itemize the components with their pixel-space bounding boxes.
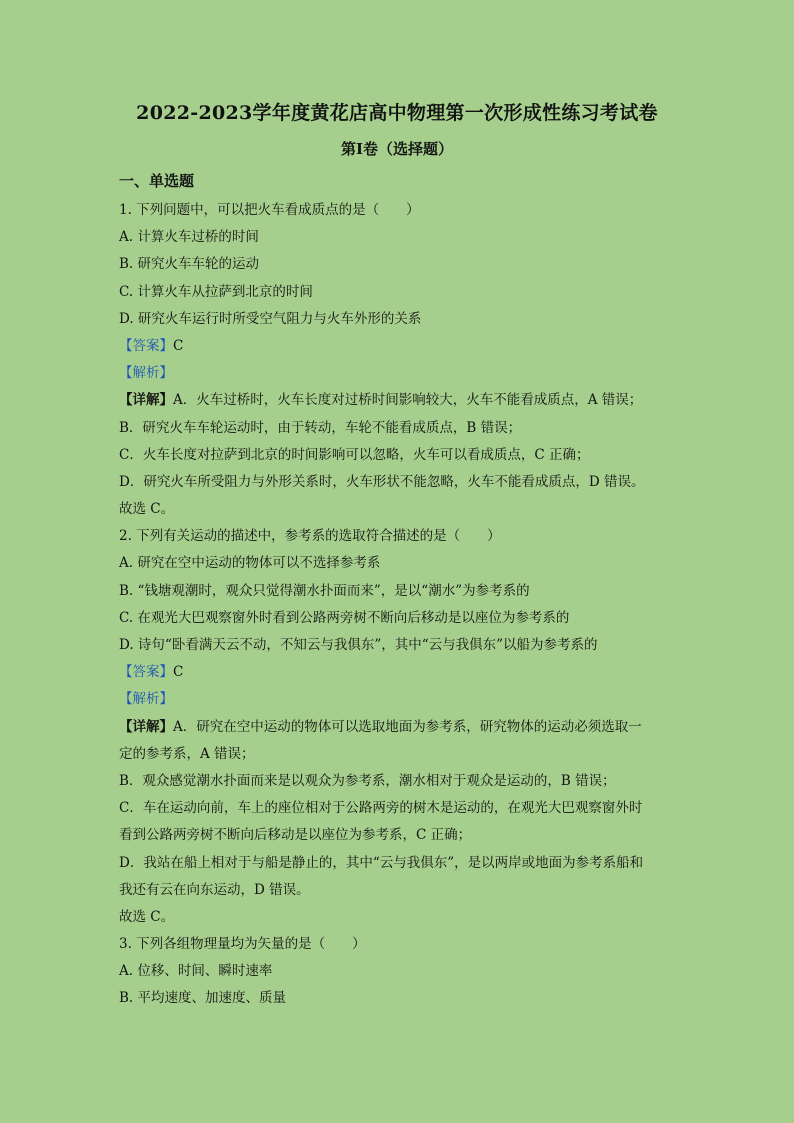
questions-body xyxy=(119,197,679,1013)
volume-subtitle: 第I卷（选择题） xyxy=(340,140,454,158)
question-1-detail-line xyxy=(119,387,679,414)
question-1-detail-line: D．研究火车所受阻力与外形关系时，火车形状不能忽略，火车不能看成质点，D 错误。 xyxy=(119,473,645,490)
answer-value: C xyxy=(173,337,184,354)
question-2-detail-line: 我还有云在向东运动，D 错误。 xyxy=(119,881,310,898)
question-2-answer xyxy=(119,659,679,686)
question-2-stem: 2. 下列有关运动的描述中，参考系的选取符合描述的是（ ） xyxy=(119,528,501,545)
question-1-option-d: D. 研究火车运行时所受空气阻力与火车外形的关系 xyxy=(119,310,422,327)
question-1-detail-line: B．研究火车车轮运动时，由于转动，车轮不能看成质点，B 错误； xyxy=(119,419,522,436)
question-2-detail-line: C．车在运动向前，车上的座位相对于公路两旁的树木是运动的，在观光大巴观察窗外时 xyxy=(119,800,643,817)
detail-text: A．火车过桥时，火车长度对过桥时间影响较大，火车不能看成质点，A 错误； xyxy=(173,392,643,409)
question-2-detail-line: B．观众感觉潮水扑面而来是以观众为参考系，潮水相对于观众是运动的，B 错误； xyxy=(119,772,616,789)
answer-value: C xyxy=(173,664,184,681)
question-2-option-b: B. “钱塘观潮时，观众只觉得潮水扑面而来”，是以“潮水”为参考系的 xyxy=(119,582,530,599)
answer-tag: 【答案】 xyxy=(119,337,173,354)
document-title: 2022-2023学年度黄花店高中物理第一次形成性练习考试卷 xyxy=(136,102,658,124)
section-heading: 一、单选题 xyxy=(119,172,195,190)
question-2-conclusion: 故选 C。 xyxy=(119,908,175,925)
question-2-detail-line: 定的参考系，A 错误； xyxy=(119,745,255,762)
detail-tag: 【详解】 xyxy=(119,718,173,735)
answer-tag: 【答案】 xyxy=(119,664,173,681)
question-3-option-b: B. 平均速度、加速度、质量 xyxy=(119,990,287,1007)
question-3-stem: 3. 下列各组物理量均为矢量的是（ ） xyxy=(119,936,366,953)
question-1-analysis-tag: 【解析】 xyxy=(119,365,173,382)
question-1-stem: 1. 下列问题中，可以把火车看成质点的是（ ） xyxy=(119,202,420,218)
question-2-detail-line xyxy=(119,714,679,741)
detail-text: A．研究在空中运动的物体可以选取地面为参考系，研究物体的运动必须选取一 xyxy=(173,718,642,735)
question-2-detail-line: 看到公路两旁树不断向后移动是以座位为参考系，C 正确； xyxy=(119,827,472,844)
detail-tag: 【详解】 xyxy=(119,392,173,409)
question-1-option-a: A. 计算火车过桥的时间 xyxy=(119,229,259,246)
question-2-option-a: A. 研究在空中运动的物体可以不选择参考系 xyxy=(119,555,381,572)
question-1-option-b: B. 研究火车车轮的运动 xyxy=(119,256,260,273)
question-2-option-d: D. 诗句“卧看满天云不动，不知云与我俱东”，其中“云与我俱东”以船为参考系的 xyxy=(119,637,598,653)
question-2-option-c: C. 在观光大巴观察窗外时看到公路两旁树不断向后移动是以座位为参考系的 xyxy=(119,609,570,626)
question-2-analysis-tag: 【解析】 xyxy=(119,691,173,708)
question-2-detail-line: D．我站在船上相对于与船是静止的，其中“云与我俱东”，是以两岸或地面为参考系船和 xyxy=(119,854,644,871)
question-1-option-c: C. 计算火车从拉萨到北京的时间 xyxy=(119,283,313,300)
question-1-answer xyxy=(119,333,679,360)
question-1-conclusion: 故选 C。 xyxy=(119,501,175,518)
question-3-option-a: A. 位移、时间、瞬时速率 xyxy=(119,963,273,980)
question-1-detail-line: C．火车长度对拉萨到北京的时间影响可以忽略，火车可以看成质点，C 正确； xyxy=(119,446,590,463)
